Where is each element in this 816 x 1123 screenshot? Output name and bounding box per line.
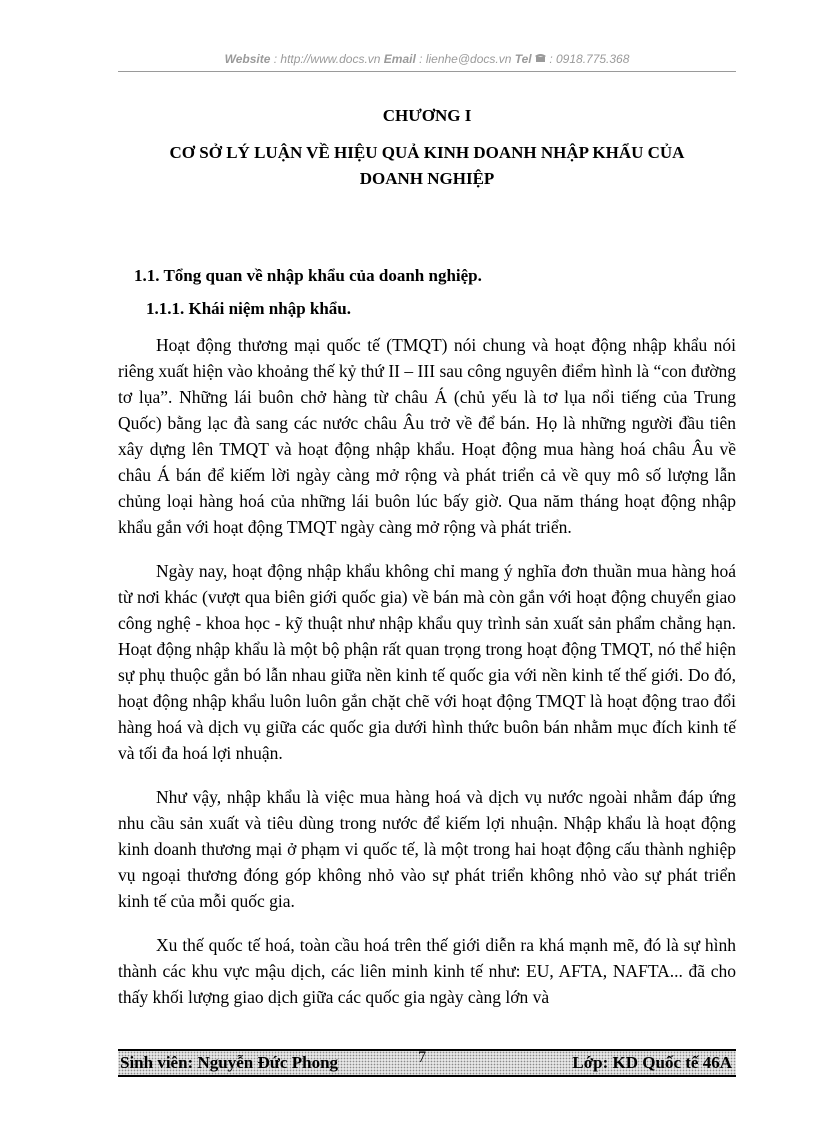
email-address: : lienhe@docs.vn — [419, 52, 512, 66]
chapter-heading: CHƯƠNG I — [382, 106, 472, 125]
website-label: Website — [224, 52, 271, 66]
phone-icon — [535, 52, 546, 66]
paragraph: Như vậy, nhập khẩu là việc mua hàng hoá và dịch vụ nước ngoài nhằm đáp ứng nhu cầu sản xuất và tiêu dùng trong nước để kiếm lợi nhuận. Nhập khẩu là hoạt động kinh doanh thương mại ở phạm vi quốc tế, là một trong hai hoạt động cấu thành nghiệp vụ ngoại thương đóng góp không nhỏ vào sự phát triển không nhỏ vào sự phát triển kinh tế của mỗi quốc gia. — [118, 787, 736, 911]
subsection-heading: 1.1.1. Khái niệm nhập khẩu. — [146, 299, 352, 318]
paragraph: Hoạt động thương mại quốc tế (TMQT) nói chung và hoạt động nhập khẩu nói riêng xuất hiện vào khoảng thế kỷ thứ II – III sau công nguyên điểm hình là “con đường tơ lụa”. Những lái buôn chở hàng từ châu Á (chủ yếu là tơ lụa nổi tiếng của Trung Quốc) bằng lạc đà sang các nước châu Âu trở về để bán. Họ là những người đầu tiên xây dựng lên TMQT và hoạt động nhập khẩu. Hoạt động mua hàng hoá châu Âu về châu Á bán để kiếm lời ngày càng mở rộng và phát triển cả về quy mô số lượng lẫn chủng loại hàng hoá của những lái buôn lúc bấy giờ. Qua năm tháng hoạt động nhập khẩu gắn với hoạt động TMQT ngày càng mở rộng và phát triển. — [118, 335, 736, 537]
header-rule — [118, 71, 736, 72]
paragraph: Ngày nay, hoạt động nhập khẩu không chỉ mang ý nghĩa đơn thuần mua hàng hoá từ nơi khác (vượt qua biên giới quốc gia) về bán mà còn gắn với hoạt động chuyển giao công nghệ - khoa học - kỹ thuật như nhập khẩu quy trình sản xuất sản phẩm chẳng hạn. Hoạt động nhập khẩu là một bộ phận rất quan trọng trong hoạt động TMQT, nó thể hiện sự phụ thuộc gắn bó lẫn nhau giữa nền kinh tế quốc gia với nền kinh tế thế giới. Do đó, hoạt động nhập khẩu luôn luôn gắn chặt chẽ với hoạt động TMQT là hoạt động trao đổi hàng hoá và dịch vụ giữa các quốc gia dưới hình thức buôn bán nhằm mục đích kinh tế và tối đa hoá lợi nhuận. — [118, 561, 736, 763]
website-url: : http://www.docs.vn — [273, 52, 381, 66]
paragraph: Xu thế quốc tế hoá, toàn cầu hoá trên thế giới diễn ra khá mạnh mẽ, đó là sự hình thành các khu vực mậu dịch, các liên minh kinh tế như: EU, AFTA, NAFTA... đã cho thấy khối lượng giao dịch giữa các quốc gia ngày càng lớn và — [118, 935, 736, 1007]
footer-class: Lớp: KD Quốc tế 46A — [572, 1053, 732, 1072]
footer-student: Sinh viên: Nguyễn Đức Phong — [120, 1053, 339, 1072]
chapter-title: CƠ SỞ LÝ LUẬN VỀ HIỆU QUẢ KINH DOANH NHẬP KHẨU CỦA DOANH NGHIỆP — [169, 143, 685, 188]
tel-label: Tel — [514, 52, 532, 66]
body-text — [118, 332, 736, 1028]
page-header — [118, 52, 736, 66]
phone-number: : 0918.775.368 — [549, 52, 630, 66]
email-label: Email — [383, 52, 416, 66]
page-footer — [118, 1049, 736, 1077]
page-number: 7 — [418, 1049, 426, 1066]
section-heading: 1.1. Tổng quan về nhập khẩu của doanh nghiệp. — [134, 266, 482, 285]
